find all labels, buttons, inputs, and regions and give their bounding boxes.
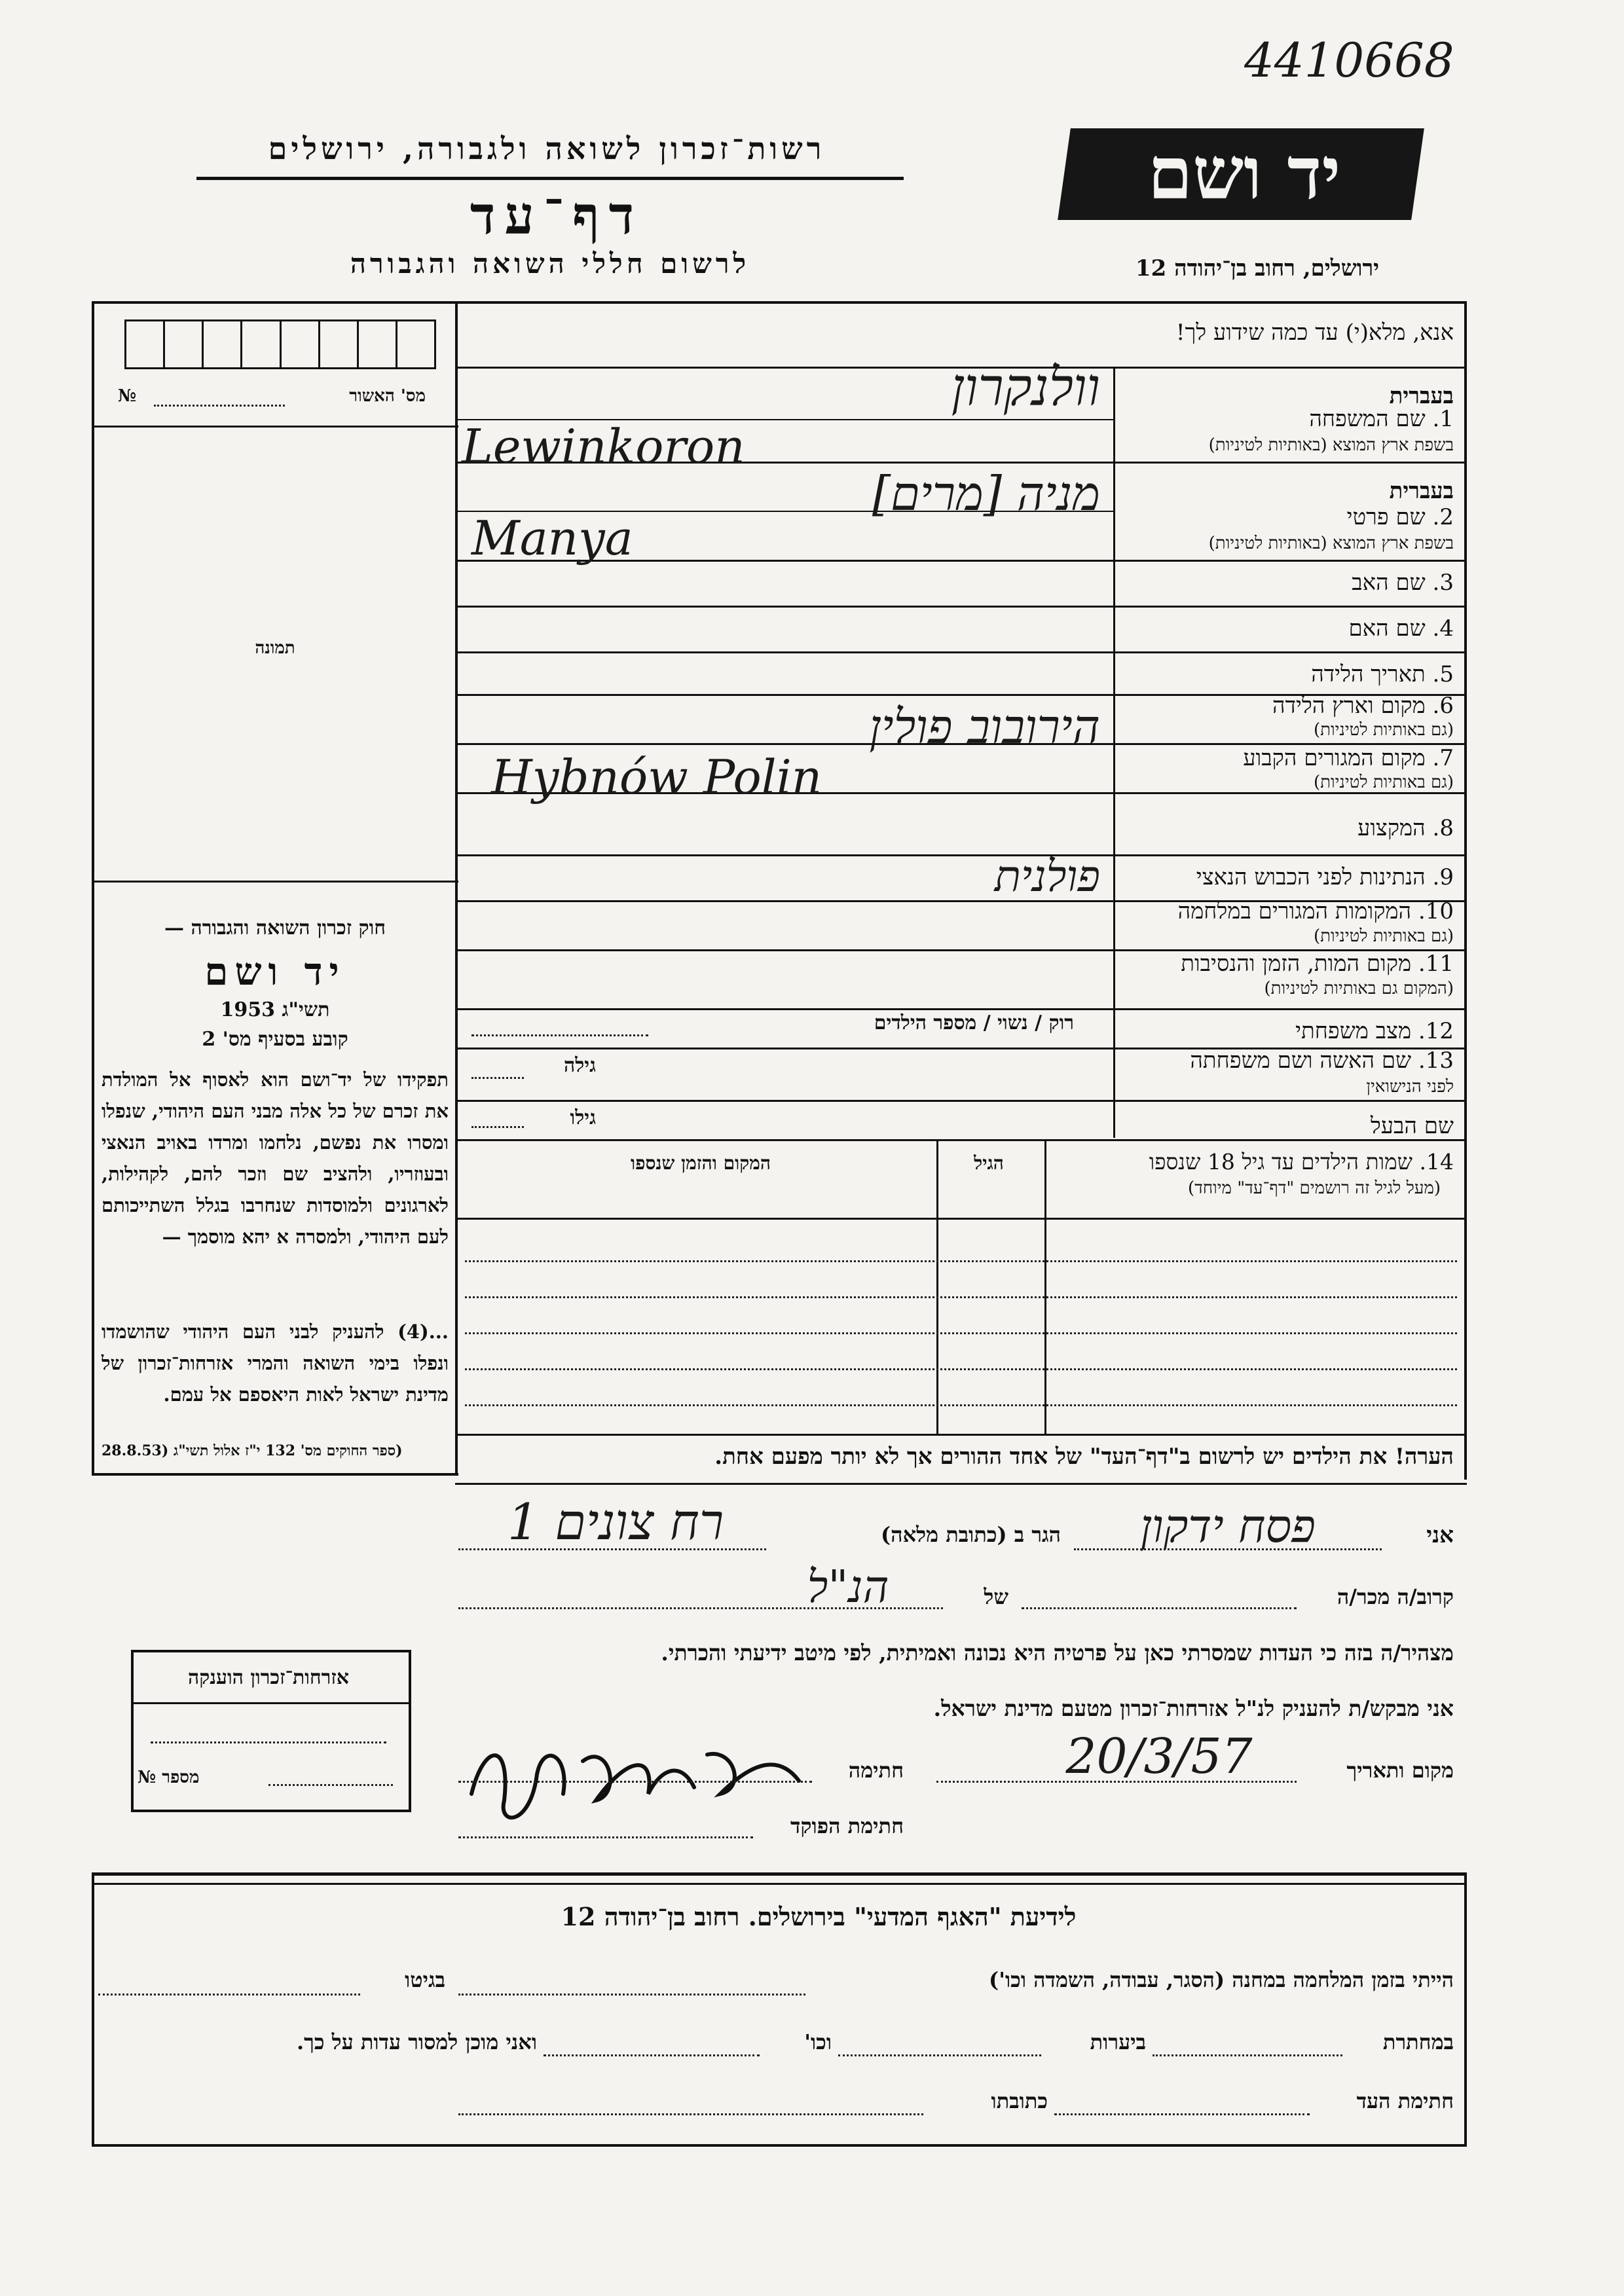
law-section: קובע בסעיף מס' 2 <box>202 1028 348 1051</box>
f2-hebrew-value: מניה [מרים] <box>872 466 1100 521</box>
f1-latin-value: Lewinkoron <box>462 419 745 474</box>
f7-sub: (גם באותיות לטיניות) <box>1313 773 1454 792</box>
col-place: המקום והזמן שנספו <box>631 1152 771 1174</box>
of-value: הנ"ל <box>807 1561 889 1613</box>
citizenship-number: מספר № <box>138 1768 200 1787</box>
f2-sub: בשפת ארץ המוצא (באותיות לטיניות) <box>1208 534 1454 553</box>
signature-label: חתימה <box>848 1758 904 1783</box>
law-text: תפקידו של יד־ושם הוא לאסוף אל המולדת את זכרם של כל אלה מבני העם היהודי, שנפלו ומסרו את נפשם, נלחמו ומרדו באויב הנאצי ובעוזריו, ולהציב שם וזכר להם, לקהילות, לארגונים ולמוסדות שנחרבו בגלל השתייכותם לעם היהודי, ולמסרה א יהא מוסמך — <box>101 1068 449 1248</box>
f4-label: 4. שם האם <box>1348 615 1454 642</box>
footer-line1: הייתי בזמן המלחמה במחנה (הסגר, עבודה, השמדה וכו') <box>989 1967 1454 1992</box>
approval-no: № <box>118 386 137 406</box>
hebrew-label-2: בעברית <box>1389 478 1454 504</box>
f7-label: 7. מקום המגורים הקבוע <box>1243 745 1454 771</box>
f8-label: 8. המקצוע <box>1357 815 1454 841</box>
f11-sub: (המקום גם באותיות לטיניות) <box>1264 979 1454 998</box>
f12-options: רוק / נשוי / מספר הילדים <box>874 1011 1074 1034</box>
statement: מצהיר/ה בזה כי העדות שמסרתי כאן על פרטיה היא נכונה ואמיתית, לפי מיטב ידיעתי והכרתי. <box>661 1640 1454 1666</box>
f10-label: 10. המקומות המגורים במלחמה <box>1177 898 1454 924</box>
place-date-label: מקום ותאריך <box>1346 1758 1454 1783</box>
footer-line1-end: בגיטו <box>405 1967 445 1992</box>
f10-sub: (גם באותיות לטיניות) <box>1313 926 1454 946</box>
address-value: רח צונים 1 <box>507 1493 724 1551</box>
f1-label: 1. שם המשפחה <box>1309 406 1454 432</box>
form-intro: אנא, מלא(י) עד כמה שידוע לך! <box>1175 319 1454 346</box>
form-subtitle: לרשום חללי השואה והגבורה <box>350 247 750 280</box>
declarant-name: פסח ידקון <box>1140 1499 1316 1553</box>
footer-underground: במחתרת <box>1382 2030 1454 2054</box>
hebrew-label: בעברית <box>1389 383 1454 409</box>
f3-label: 3. שם האב <box>1352 570 1454 596</box>
org-line: רשות־זכרון לשואה ולגבורה, ירושלים <box>268 131 826 166</box>
f14-label: 14. שמות הילדים עד גיל 18 שנספו <box>1149 1149 1454 1175</box>
col-age: הגיל <box>974 1152 1004 1174</box>
resides-label: הגר ב (כתובת מלאה) <box>881 1522 1061 1547</box>
f7-hebrew-value: הירובוב פולין <box>869 699 1100 754</box>
officer-label: חתימת הפוקד <box>790 1813 904 1838</box>
f13-label: 13. שם האשה ושם משפחתה <box>1190 1048 1454 1074</box>
i-label: אני <box>1426 1522 1454 1548</box>
relative-label: קרוב/ה מכר/ה <box>1337 1584 1454 1609</box>
law-year-heb: תשי"ג <box>282 998 330 1021</box>
approval-label: מס' האשור <box>349 386 426 406</box>
age-label: גילה <box>563 1054 596 1077</box>
law-title: חוק זכרון השואה והגבורה — <box>164 917 386 939</box>
photo-label: תמונה <box>255 638 295 658</box>
citizenship-title: אזרחות־זכרון הוענקה <box>187 1666 350 1689</box>
footer-etc: וכו' <box>804 2030 832 2054</box>
f7-latin-value: Hybnów Polin <box>491 750 822 805</box>
f1-hebrew-value: וולנקרון <box>951 357 1100 418</box>
footer-title: לידיעת "האגף המדעי" בירושלים. רחוב בן־יהודה 12 <box>561 1902 1077 1931</box>
approval-boxes <box>124 319 436 369</box>
form-title: דף־עד <box>470 185 644 246</box>
of-label: של <box>984 1584 1008 1609</box>
f11-label: 11. מקום המות, הזמן והנסיבות <box>1181 951 1454 977</box>
f14-sub: (מעל לגיל זה רושמים "דף־עד" מיוחד) <box>1188 1178 1441 1198</box>
logo-text: יד ושם <box>1147 131 1341 215</box>
law-text-2: ...(4) להעניק לבני העם היהודי שהושמדו ונפלו בימי השואה והמרי אזרחות־זכרון של מדינת ישראל לאות היאספם אל עמם. <box>101 1321 449 1406</box>
law-name: יד ושם <box>204 949 346 994</box>
request: אני מבקש/ת להעניק לנ"ל אזרחות־זכרון מטעם מדינת ישראל. <box>933 1696 1454 1721</box>
husband-label: שם הבעל <box>1370 1113 1454 1139</box>
law-year: 1953 <box>220 998 276 1021</box>
age2-label: גילו <box>570 1106 596 1129</box>
place-date-value: 20/3/57 <box>1065 1728 1253 1785</box>
f12-label: 12. מצב משפחתי <box>1295 1018 1454 1044</box>
footer-forests: ביערות <box>1090 2030 1146 2054</box>
law-ref: (ספר החוקים מס' 132 י"ז אלול תשי"ג (28.8.53 <box>101 1442 403 1459</box>
f2-label: 2. שם פרטי <box>1346 504 1454 530</box>
address: ירושלים, רחוב בן־יהודה 12 <box>1135 255 1380 282</box>
declarant-signature <box>458 1715 812 1833</box>
witness-address-label: כתובתו <box>991 2088 1048 2113</box>
note: הערה! את הילדים יש לרשום ב"דף־העד" של אחד ההורים אך לא יותר מפעם אחת. <box>714 1444 1454 1470</box>
f1-sub: בשפת ארץ המוצא (באותיות לטיניות) <box>1208 435 1454 455</box>
f6-sub: (גם באותיות לטיניות) <box>1313 720 1454 740</box>
archive-number: 4410668 <box>1244 33 1454 88</box>
f9-label: 9. הנתינות לפני הכבוש הנאצי <box>1196 864 1454 890</box>
f6-label: 6. מקום וארץ הלידה <box>1272 693 1454 719</box>
f2-latin-value: Manya <box>471 511 633 566</box>
f13-sub: לפני הנישואין <box>1366 1077 1454 1097</box>
witness-signature-label: חתימת העד <box>1356 2088 1454 2113</box>
footer-line2-end: ואני מוכן למסור עדות על כך. <box>296 2030 537 2054</box>
f9-value: פולנית <box>994 851 1100 902</box>
f5-label: 5. תאריך הלידה <box>1311 661 1454 687</box>
